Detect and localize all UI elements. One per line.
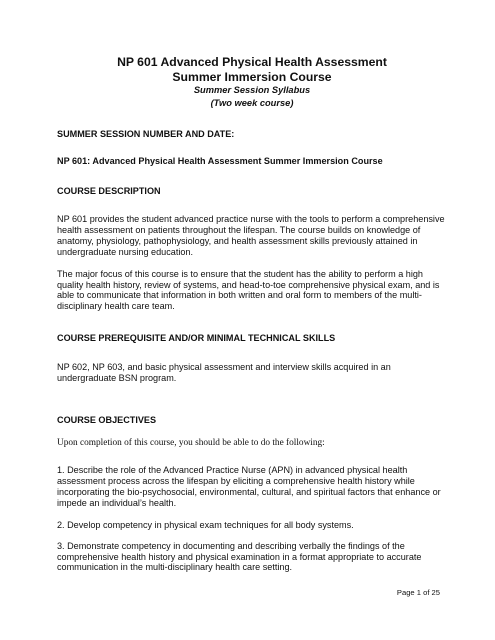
objectives-heading: COURSE OBJECTIVES [57,415,157,426]
objective-3: 3. Demonstrate competency in documenting and describing verbally the findings of the comprehensive health history and physical examination in a format appropriate to accurate communication in the multi-disciplinary health care setting. [57,540,422,573]
session-heading: SUMMER SESSION NUMBER AND DATE: [57,129,235,139]
page-content [57,55,447,573]
prereq-text: NP 602, NP 603, and basic physical assessment and interview skills acquired in an undergraduate BSN program. [57,362,391,384]
objective-2: 2. Develop competency in physical exam techniques for all body systems. [57,519,354,530]
session-value: NP 601: Advanced Physical Health Assessment Summer Immersion Course [57,156,383,166]
course-title [57,55,447,84]
objective-1: 1. Describe the role of the Advanced Practice Nurse (APN) in advanced physical health assessment process across the lifespan by eliciting a comprehensive health history while incorporating the bio-psychosocial, environmental, cultural, and spiritual factors that enhance or impede an individual’s health. [57,465,441,508]
course-subtitle-line-2: (Two week course) [210,97,294,108]
course-subtitle-line-1: Summer Session Syllabus [193,85,311,95]
page-number: Page 1 of 25 [396,588,440,597]
course-title-line-1: NP 601 Advanced Physical Health Assessment [117,55,387,69]
course-subtitle [57,84,447,109]
course-title-line-2: Summer Immersion Course [172,69,332,84]
description-paragraph-2: The major focus of this course is to ensure that the student has the ability to perform a high quality health history, review of systems, and head-to-toe comprehensive physical exam, and is able to communicate that information in both written and oral form to members of the multi-disciplinary health care team. [57,268,440,312]
description-paragraph-1: NP 601 provides the student advanced practice nurse with the tools to perform a comprehensive health assessment on patients throughout the lifespan. The course builds on knowledge of anatomy, physiology, pathophysiology, and health assessment skills previously attained in undergraduate nursing education. [57,214,445,257]
prereq-heading: COURSE PREREQUISITE AND/OR MINIMAL TECHNICAL SKILLS [57,333,336,344]
objectives-intro: Upon completion of this course, you should be able to do the following: [57,438,325,449]
description-heading: COURSE DESCRIPTION [57,186,161,196]
